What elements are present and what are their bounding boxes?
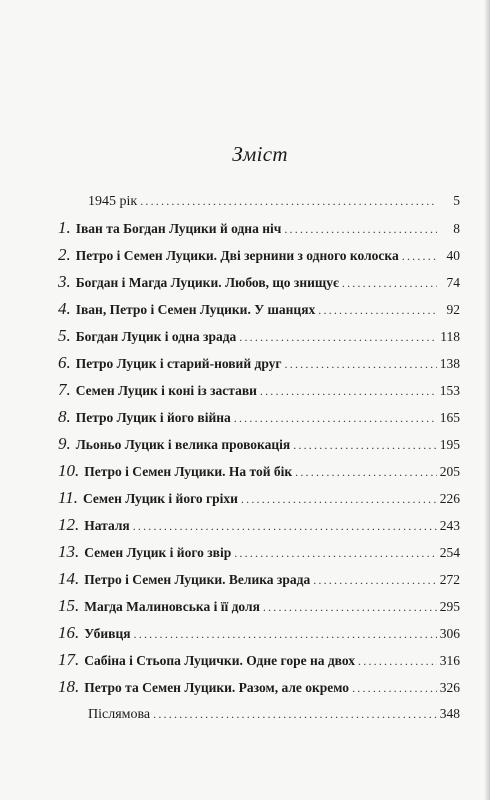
toc-entry-page: 153 (439, 383, 460, 398)
toc-entry-number: 9. (58, 434, 71, 453)
toc-entry-page: 316 (439, 653, 460, 668)
toc-entry-title: Льоньо Луцик і велика провокація (75, 437, 291, 452)
toc-leader-dots (284, 216, 437, 243)
toc-entry-title: Семен Луцик і коні із застави (75, 383, 257, 398)
toc-entry-page: 254 (439, 545, 460, 560)
toc-entry-title: Наталя (84, 518, 130, 533)
toc-entry (58, 538, 460, 565)
toc-leader-dots (134, 621, 437, 648)
toc-leader-dots (234, 405, 437, 432)
toc-entry-number: 16. (58, 623, 80, 642)
toc-entry-number: 1. (58, 218, 71, 237)
toc-entry (58, 673, 460, 700)
toc-entry-number: 5. (58, 326, 71, 345)
toc-entry (58, 241, 460, 268)
toc-entry (58, 349, 460, 376)
toc-entry (58, 565, 460, 592)
toc-entry-title: Іван, Петро і Семен Луцики. У шанцях (75, 302, 316, 317)
toc-leader-dots (342, 270, 437, 297)
toc-entry (58, 214, 460, 241)
toc-entry-number: 7. (58, 380, 71, 399)
toc-leader-dots (293, 432, 437, 459)
toc-entry-title: Магда Малиновська і її доля (84, 599, 260, 614)
toc-entry-page: 243 (439, 518, 460, 533)
toc-leader-dots (358, 648, 437, 675)
toc-leader-dots (352, 675, 437, 702)
toc-entry (58, 322, 460, 349)
toc-entry-title: Сабіна і Стьопа Луцички. Одне горе на двох (84, 653, 356, 668)
toc-entry-page: 272 (439, 572, 460, 587)
toc-entry-title: Петро і Семен Луцики. На той бік (84, 464, 293, 479)
toc-entry-number: 15. (58, 596, 80, 615)
toc-entry-number: 2. (58, 245, 71, 264)
toc-leader-dots (285, 351, 437, 378)
toc-entry-number: 12. (58, 515, 80, 534)
toc-entry-page: 205 (439, 464, 460, 479)
toc-entry (58, 700, 460, 727)
toc-entry-title: Іван та Богдан Луцики й одна ніч (75, 221, 282, 236)
toc-entry-number: 4. (58, 299, 71, 318)
toc-entry-number: 13. (58, 542, 80, 561)
toc-entry-page: 195 (439, 437, 460, 452)
toc-leader-dots (295, 459, 437, 486)
toc-entry-page: 5 (453, 193, 460, 208)
toc-entry-page: 92 (446, 302, 460, 317)
toc-entry (58, 295, 460, 322)
toc-entry-number: 17. (58, 650, 80, 669)
toc-entry (58, 511, 460, 538)
toc-entry-page: 295 (439, 599, 460, 614)
page-edge (484, 0, 490, 800)
toc-entry-title: Семен Луцик і його гріхи (83, 491, 238, 506)
toc-leader-dots (263, 594, 437, 621)
page-title: Зміст (232, 142, 288, 166)
toc-entry-title: Богдан і Магда Луцики. Любов, що знищує (75, 275, 339, 290)
toc-entry-page: 138 (439, 356, 460, 371)
toc-entry-page: 348 (439, 706, 460, 721)
toc-entry-number: 3. (58, 272, 71, 291)
toc-entry-title: Петро та Семен Луцики. Разом, але окремо (84, 680, 350, 695)
toc-entry-title: Післямова (88, 707, 151, 722)
toc-entry-title: Петро Луцик і старий-новий друг (75, 356, 282, 371)
toc-entry-title: Петро і Семен Луцики. Велика зрада (84, 572, 311, 587)
table-of-contents (58, 187, 460, 727)
toc-entry (58, 646, 460, 673)
toc-leader-dots (313, 567, 437, 594)
toc-entry-number: 6. (58, 353, 71, 372)
toc-leader-dots (241, 486, 437, 513)
toc-entry-page: 226 (439, 491, 460, 506)
toc-entry-title: Петро Луцик і його війна (75, 410, 231, 425)
toc-entry-page: 8 (453, 221, 460, 236)
toc-entry-page: 306 (439, 626, 460, 641)
toc-entry-number: 8. (58, 407, 71, 426)
toc-entry-page: 165 (439, 410, 460, 425)
toc-entry-page: 326 (439, 680, 460, 695)
toc-entry (58, 619, 460, 646)
toc-entry-title: Убивця (84, 626, 131, 641)
toc-leader-dots (140, 188, 437, 215)
toc-entry (58, 187, 460, 214)
toc-leader-dots (239, 324, 437, 351)
toc-entry (58, 457, 460, 484)
toc-leader-dots (260, 378, 437, 405)
toc-entry (58, 403, 460, 430)
toc-entry-title: Богдан Луцик і одна зрада (75, 329, 237, 344)
toc-entry-number: 11. (58, 488, 78, 507)
toc-entry-number: 10. (58, 461, 80, 480)
toc-leader-dots (133, 513, 437, 540)
toc-leader-dots (153, 701, 437, 728)
toc-leader-dots (402, 243, 437, 270)
toc-entry (58, 592, 460, 619)
toc-leader-dots (234, 540, 437, 567)
toc-entry-title: Петро і Семен Луцики. Дві зернини з одного колоска (75, 248, 399, 263)
toc-entry-title: 1945 рік (88, 194, 138, 209)
toc-entry-page: 40 (446, 248, 460, 263)
toc-entry (58, 268, 460, 295)
toc-entry-page: 74 (446, 275, 460, 290)
toc-entry (58, 376, 460, 403)
toc-leader-dots (318, 297, 437, 324)
toc-entry-title: Семен Луцик і його звір (84, 545, 232, 560)
toc-entry-page: 118 (440, 329, 460, 344)
toc-entry (58, 430, 460, 457)
toc-entry-number: 14. (58, 569, 80, 588)
toc-entry (58, 484, 460, 511)
toc-entry-number: 18. (58, 677, 80, 696)
